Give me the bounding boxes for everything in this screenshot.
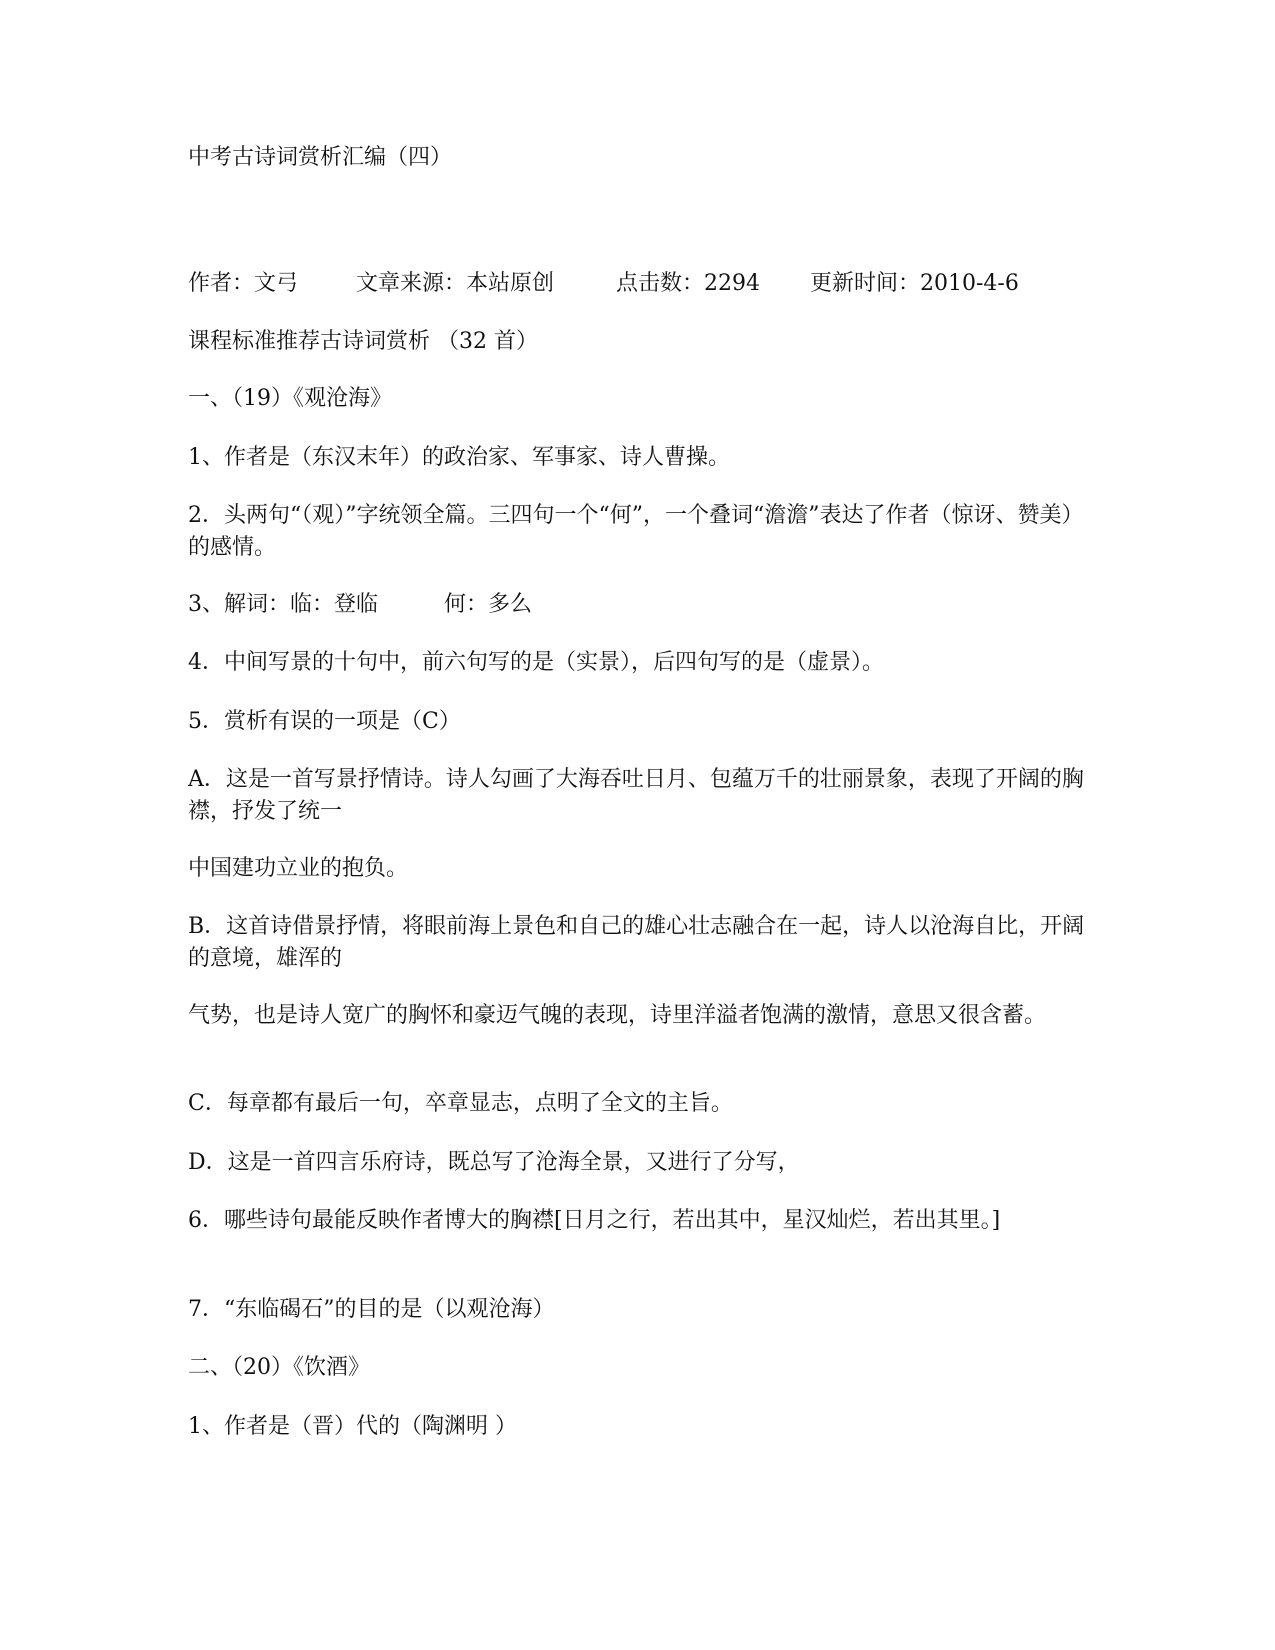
paragraph: B．这首诗借景抒情，将眼前海上景色和自己的雄心壮志融合在一起，诗人以沧海自比，开阔的意境，雄浑的 [188, 914, 1085, 971]
meta-hits: 点击数：2294 [616, 271, 760, 296]
paragraph: C．每章都有最后一句，卒章显志，点明了全文的主旨。 [188, 1091, 733, 1116]
paragraph: D．这是一首四言乐府诗，既总写了沧海全景，又进行了分写， [188, 1150, 800, 1175]
paragraph: 5．赏析有误的一项是（C） [188, 709, 461, 734]
paragraph: 3、解词：临：登临 何：多么 [188, 592, 532, 617]
meta-source: 文章来源：本站原创 [356, 271, 555, 296]
paragraph: 中国建功立业的抱负。 [188, 856, 409, 881]
section-heading: 二、（20）《饮酒》 [188, 1355, 370, 1380]
meta-author: 作者：文弓 [188, 271, 299, 296]
paragraph: 4．中间写景的十句中，前六句写的是（实景），后四句写的是（虚景）。 [188, 650, 884, 675]
paragraph: 2．头两句“（观）”字统领全篇。三四句一个“何”，一个叠词“澹澹”表达了作者（惊讶、赞美）的感情。 [188, 503, 1084, 560]
paragraph: 1、作者是（晋）代的（陶渊明 ） [188, 1414, 517, 1439]
paragraph: 1、作者是（东汉末年）的政治家、军事家、诗人曹操。 [188, 445, 730, 470]
paragraph: 6．哪些诗句最能反映作者博大的胸襟[日月之行，若出其中，星汉灿烂，若出其里。] [188, 1208, 1001, 1233]
document-title: 中考古诗词赏析汇编（四） [188, 145, 453, 170]
paragraph: A．这是一首写景抒情诗。诗人勾画了大海吞吐日月、包蕴万千的壮丽景象，表现了开阔的胸襟，抒发了统一 [188, 767, 1084, 824]
section-heading: 一、（19）《观沧海》 [188, 386, 392, 411]
paragraph: 气势，也是诗人宽广的胸怀和豪迈气魄的表现，诗里洋溢者饱满的激情，意思又很含蓄。 [188, 1003, 1047, 1028]
paragraph: 7．“东临碣石”的目的是（以观沧海） [188, 1297, 555, 1322]
intro-line: 课程标准推荐古诗词赏析 （32 首） [188, 329, 538, 354]
meta-updated: 更新时间：2010-4-6 [810, 271, 1019, 296]
